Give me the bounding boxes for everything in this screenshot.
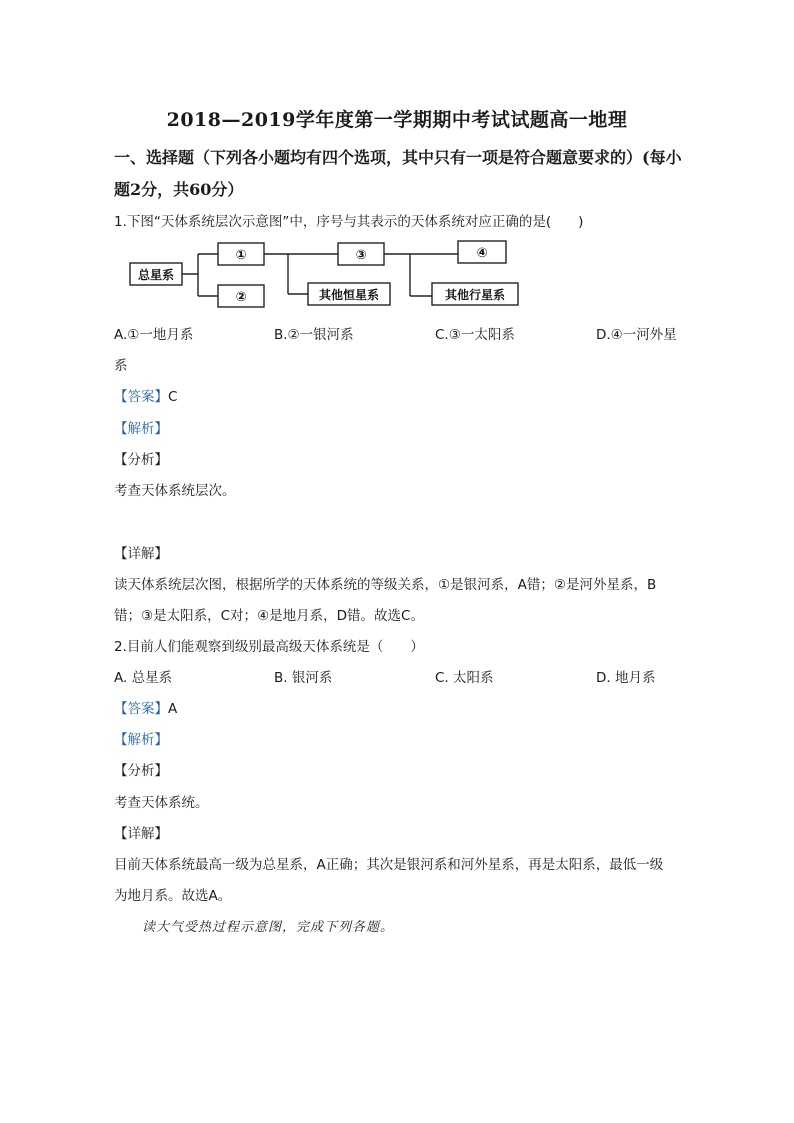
diagram-label-1: ① xyxy=(235,248,247,263)
celestial-hierarchy-diagram xyxy=(128,238,528,310)
q2-answer-label: 【答案】 xyxy=(114,701,168,717)
q2-jiexi-label: 【解析】 xyxy=(114,732,168,748)
q2-detail-line2: 为地月系。故选A。 xyxy=(114,888,232,904)
q2-answer xyxy=(114,697,177,717)
q1-jiexi xyxy=(114,417,168,437)
q1-answer-label: 【答案】 xyxy=(114,389,168,405)
q2-option-a: A. 总星系 xyxy=(114,670,173,686)
diagram-label-other-planets: 其他行星系 xyxy=(444,288,506,302)
q1-option-b: B.②一银河系 xyxy=(274,327,354,343)
q1-option-c: C.③一太阳系 xyxy=(435,327,515,343)
q1-stem: 1.下图“天体系统层次示意图”中，序号与其表示的天体系统对应正确的是( ) xyxy=(114,214,584,230)
q1-detail-line2: 错；③是太阳系，C对；④是地月系，D错。故选C。 xyxy=(114,608,424,624)
q2-fenxi-text: 考查天体系统。 xyxy=(114,795,209,811)
q1-option-d-wrap: 系 xyxy=(114,358,128,374)
diagram-label-3: ③ xyxy=(355,248,367,263)
q1-jiexi-label: 【解析】 xyxy=(114,421,168,437)
q1-xiangjie-label: 【详解】 xyxy=(114,546,168,562)
q1-answer-value: C xyxy=(168,389,178,405)
q2-detail-line1: 目前天体系统最高一级为总星系，A正确；其次是银河系和河外星系，再是太阳系，最低一级 xyxy=(114,857,664,873)
q2-answer-value: A xyxy=(168,701,178,717)
q2-option-b: B. 银河系 xyxy=(274,670,333,686)
q1-detail-line1: 读天体系统层次图，根据所学的天体系统的等级关系，①是银河系，A错；②是河外星系，B xyxy=(114,577,657,593)
page-title: 2018—2019学年度第一学期期中考试试题高一地理 xyxy=(166,109,628,131)
q1-fenxi-label: 【分析】 xyxy=(114,452,168,468)
q2-jiexi xyxy=(114,728,168,748)
section-heading-line2: 题2分，共60分） xyxy=(114,180,244,199)
diagram-label-4: ④ xyxy=(476,246,488,261)
q1-option-a: A.①一地月系 xyxy=(114,327,194,343)
diagram-label-2: ② xyxy=(235,290,247,305)
q1-option-d: D.④一河外星 xyxy=(596,327,677,343)
diagram-label-root: 总星系 xyxy=(137,268,175,282)
q2-option-d: D. 地月系 xyxy=(596,670,656,686)
q1-answer xyxy=(114,385,177,405)
section-heading-line1: 一、选择题（下列各小题均有四个选项，其中只有一项是符合题意要求的）(每小 xyxy=(114,148,682,167)
diagram-connector-1 xyxy=(182,254,218,296)
q2-fenxi-label: 【分析】 xyxy=(114,763,168,779)
q2-xiangjie-label: 【详解】 xyxy=(114,826,168,842)
q2-option-c: C. 太阳系 xyxy=(435,670,494,686)
diagram-label-other-stars: 其他恒星系 xyxy=(318,288,380,302)
handwritten-instruction: 读大气受热过程示意图，完成下列各题。 xyxy=(142,920,395,935)
q2-stem: 2.目前人们能观察到级别最高级天体系统是（ ） xyxy=(114,639,424,655)
q1-fenxi-text: 考查天体系统层次。 xyxy=(114,483,236,499)
